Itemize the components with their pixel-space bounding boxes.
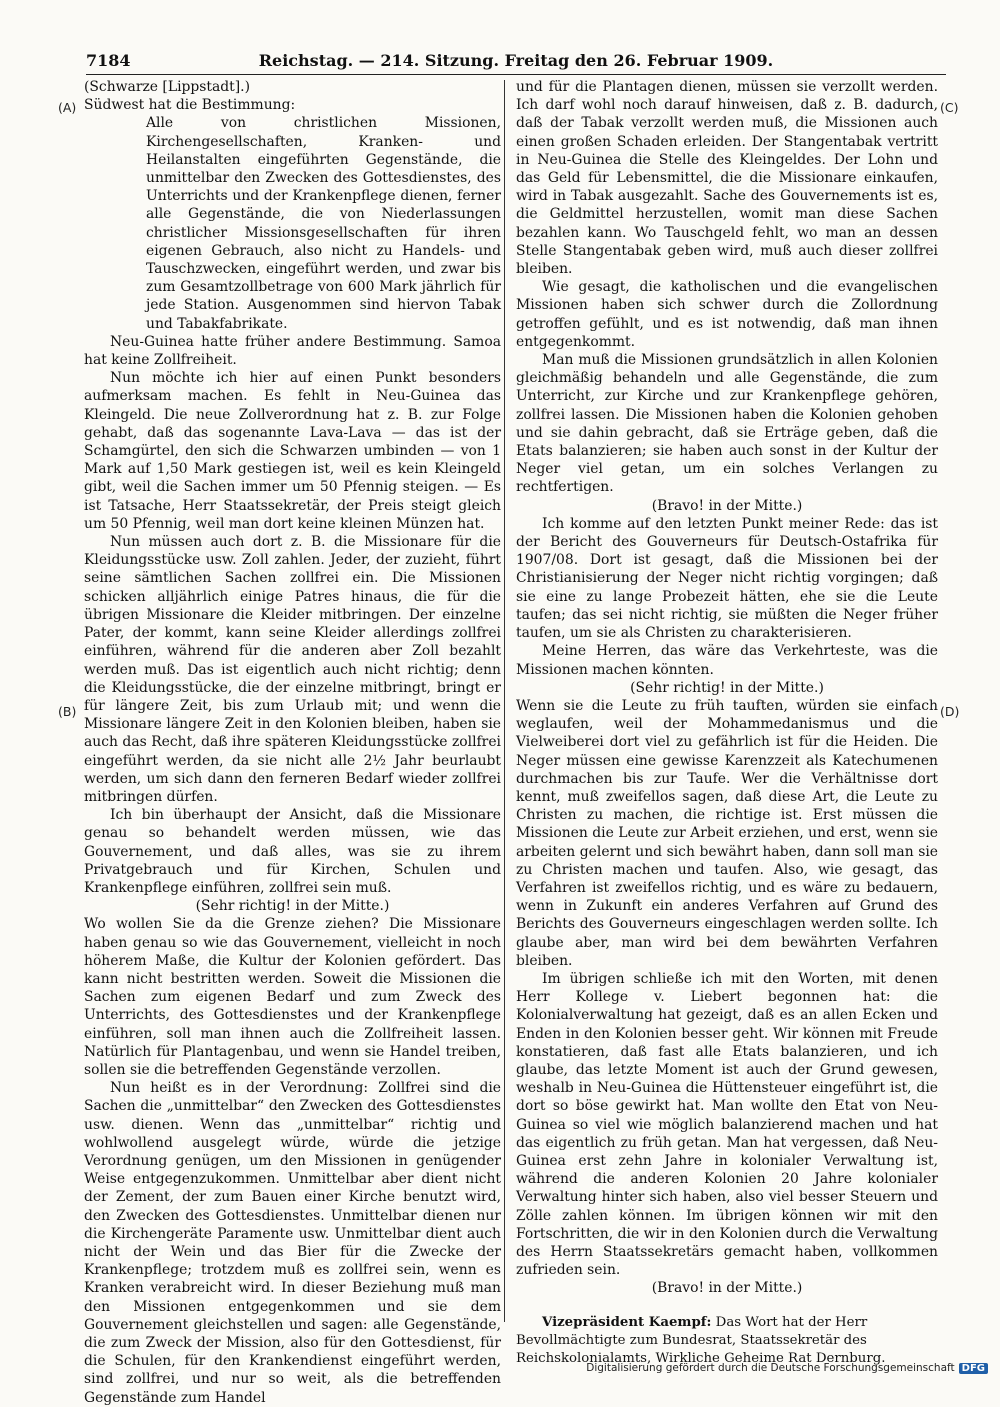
paragraph: Wenn sie die Leute zu früh tauften, würden sie einfach weglaufen, weil der Mohammedanismus und die Vielweiberei dort viel zu gefährlich ist für die Heiden. Die Neger müssen eine gewisse Karenzzeit als Katechumenen durchmachen bis zur Taufe. Wer die Verhältnisse dort kennt, muß zweifellos sagen, daß diese Art, die Leute zu Christen zu machen, die richtige ist. Erst müssen die Missionen die Leute zur Arbeit erziehen, und erst, wenn sie arbeiten gelernt und sich bewährt haben, dann soll man sie zu Christen machen und taufen. Also, wie gesagt, das Verfahren ist zweifellos richtig, und es wäre zu bedauern, wenn in Zukunft ein anderes Verfahren auf Grund des Berichts des Gouverneurs eingeschlagen werden sollte. Ich glaube aber, man wird bei dem bewährten Verfahren bleiben. bbox=[516, 697, 938, 969]
margin-mark-c: (C) bbox=[940, 100, 959, 115]
interjection: (Bravo! in der Mitte.) bbox=[651, 1280, 803, 1297]
paragraph: Ich komme auf den letzten Punkt meiner Rede: das ist der Bericht des Gouverneurs für Deutsch-Ostafrika für 1907/08. Dort ist gesagt, daß die Missionen bei der Christianisierung der Neger nicht richtig vorgingen; daß sie eine zu lange Probezeit hätten, ehe sie die Leute taufen; das sei nicht richtig, sie müßten die Neger früher taufen, um sie als Christen zu charakterisieren. bbox=[516, 515, 938, 642]
paragraph: Nun müssen auch dort z. B. die Missionare für die Kleidungsstücke usw. Zoll zahlen. Jeder, der zuzieht, führt seine sämtlichen Sachen zollfrei ein. Die Missionen schicken alljährlich einige Patres hinaus, die für die übrigen Missionare die Kleider mitbringen. Der einzelne Pater, der kommt, kann seine Kleider allerdings zollfrei einführen, während für die anderen aber Zoll bezahlt werden muß. Das ist eigentlich auch nicht richtig; denn die Kleidungsstücke, die der einzelne mitbringt, bringt er für längere Zeit, bis zum Urlaub mit; und wenn die Missionare längere Zeit in den Kolonien bleiben, haben sie auch das Recht, daß ihre späteren Kleidungsstücke zollfrei eingeführt werden, da sie nicht alle 2½ Jahr beurlaubt werden, um sich dann den ferneren Bedarf wieder zollfrei mitbringen dürfen. bbox=[84, 534, 501, 805]
paragraph: Im übrigen schließe ich mit den Worten, mit denen Herr Kollege v. Liebert begonnen hat: die Kolonialverwaltung hat gezeigt, daß es an allen Ecken und Enden in den Kolonien besser geht. Wir können mit Freude konstatieren, daß fast alle Etats balanzieren, und ich glaube, das letzte Moment ist auch der Grund gewesen, weshalb in Neu-Guinea die Hüttensteuer eingeführt ist, die dort so böse gewirkt hat. Man wollte den Etat von Neu-Guinea so viel wie möglich balanzierend machen und hat das eigentlich zu früh getan. Man hat vergessen, daß Neu-Guinea erst zehn Jahre in kolonialer Verwaltung ist, während die anderen Kolonien 20 Jahre kolonialer Verwaltung hinter sich haben, also viel besser Steuern und Zölle zahlen können. Im übrigen können wir mit den Fortschritten, die wir in den Kolonien durch die Verwaltung des Herrn Staatssekretärs gemacht haben, vollkommen zufrieden sein. bbox=[516, 970, 938, 1279]
paragraph: Ich bin überhaupt der Ansicht, daß die Missionare genau so behandelt werden müssen, wie das Gouvernement, und daß alles, was sie zu ihrem Privatgebrauch und für Kirchen, Schulen und Krankenpflege einführen, zollfrei sein muß. bbox=[84, 807, 501, 896]
dfg-logo-icon: DFG bbox=[959, 1363, 988, 1374]
speaker-tag: (Schwarze [Lippstadt].) bbox=[84, 79, 251, 95]
footer-credit bbox=[586, 1362, 988, 1378]
speaker-name: Vizepräsident Kaempf: bbox=[542, 1314, 712, 1330]
margin-mark-a: (A) bbox=[58, 100, 77, 115]
left-column bbox=[84, 78, 501, 1407]
interjection: (Bravo! in der Mitte.) bbox=[651, 497, 803, 514]
margin-mark-b: (B) bbox=[58, 704, 77, 719]
paragraph: Wie gesagt, die katholischen und die evangelischen Missionen haben sich schwer durch die Zollordnung getroffen gefühlt, und es ist notwendig, daß man ihnen entgegenkommt. bbox=[516, 279, 938, 350]
paragraph: Nun heißt es in der Verordnung: Zollfrei sind die Sachen die „unmittelbar“ den Zwecken des Gottesdienstes usw. dienen. Wenn das „unmittelbar“ richtig und wohlwollend ausgelegt würde, würde die jetzige Verordnung genügen, um den Missionen in genügender Weise entgegenzukommen. Unmittelbar aber dient nicht der Zement, der zum Bauen einer Kirche benutzt wird, den Zwecken des Gottesdienstes. Unmittelbar dienen nur die Kirchengeräte Paramente usw. Unmittelbar dient auch nicht der Wein und das Bier für die Zwecke der Krankenpflege; trotzdem muß es zollfrei sein, wenn es Kranken verabreicht wird. In dieser Beziehung muß man den Missionen entgegenkommen und sie dem Gouvernement gleichstellen und sagen: alle Gegenstände, die zum Zweck der Mission, also für den Gottesdienst, für die Schulen, für den Krankendienst eingeführt werden, sind zollfrei, und nur so weit, als die betreffenden Gegenstände zum Handel bbox=[84, 1080, 501, 1406]
speaker-paragraph bbox=[516, 1314, 938, 1369]
footer-text: Digitalisierung gefördert durch die Deutsche Forschungsgemeinschaft bbox=[586, 1362, 955, 1374]
page-header bbox=[86, 50, 946, 75]
running-title: Reichstag. — 214. Sitzung. Freitag den 26. Februar 1909. bbox=[258, 51, 774, 70]
margin-mark-d: (D) bbox=[940, 704, 960, 719]
paragraph: Meine Herren, das wäre das Verkehrteste, was die Missionen machen könnten. bbox=[516, 643, 938, 678]
paragraph: Südwest hat die Bestimmung: bbox=[84, 97, 296, 114]
paragraph: Wo wollen Sie da die Grenze ziehen? Die Missionare haben genau so wie das Gouvernement, vielleicht in noch höherem Maße, die Kultur der Kolonien gefördert. Das kann nicht bestritten werden. Soweit die Missionen die Sachen zum eigenen Bedarf und zum Zweck des Unterrichts, des Gottesdienstes und der Krankenpflege einführen, soll man ihnen auch die Zollfreiheit lassen. Natürlich für Plantagenbau, und wenn sie Handel treiben, sollen sie die betreffenden Gegenstände verzollen. bbox=[84, 916, 501, 1078]
quoted-regulation: Alle von christlichen Missionen, Kirchengesellschaften, Kranken- und Heilanstalten eingeführten Gegenstände, die unmittelbar den Zwecken des Gottesdienstes, des Unterrichts und der Krankenpflege dienen, ferner alle Gegenstände, die von Niederlassungen christlicher Missionsgesellschaften für ihren eigenen Gebrauch, also nicht zu Handels- und Tauschzwecken, eingeführt werden, und zwar bis zum Gesamtzollbetrage von 600 Mark jährlich für jede Station. Ausgenommen sind hiervon Tabak und Tabakfabrikate. bbox=[146, 115, 501, 332]
speaker-text: Das Wort hat der Herr Bevollmächtigte zum Bundesrat, Staatssekretär des Reichskolonialamts, Wirkliche Geheime Rat Dernburg. bbox=[516, 1314, 886, 1367]
column-divider bbox=[504, 80, 505, 1322]
paragraph: Man muß die Missionen grundsätzlich in allen Kolonien gleichmäßig behandeln und alle Gegenstände, die zum Unterricht, zur Kirche und zur Krankenpflege gehören, zollfrei lassen. Die Missionen haben die Kolonien gehoben und sie dahin gebracht, daß sie Erträge geben, daß die Etats balanzieren; sie haben auch sonst in der Kultur der Neger viel getan, um ein solches Verlangen zu rechtfertigen. bbox=[516, 352, 938, 496]
page-number: 7184 bbox=[86, 51, 131, 70]
paragraph: und für die Plantagen dienen, müssen sie verzollt werden. Ich darf wohl noch darauf hinweisen, daß z. B. dadurch, daß der Tabak verzollt werden muß, die Missionen auch einen großen Schaden erleiden. Der Stangentabak vertritt in Neu-Guinea die Stelle des Kleingeldes. Der Lohn und das Geld für Lebensmittel, die die Missionare einkaufen, wird in Tabak ausgezahlt. Sache des Gouvernements ist es, die Geldmittel herzustellen, womit man diese Sachen bezahlen kann. Wo Tauschgeld fehlt, wo man an dessen Stelle Stangentabak geben wird, muß auch dieser zollfrei bleiben. bbox=[516, 79, 938, 278]
interjection: (Sehr richtig! in der Mitte.) bbox=[630, 679, 824, 696]
right-column bbox=[516, 78, 938, 1368]
paragraph: Nun möchte ich hier auf einen Punkt besonders aufmerksam machen. Es fehlt in Neu-Guinea das Kleingeld. Die neue Zollverordnung hat z. B. zur Folge gehabt, daß das sogenannte Lava-Lava — das ist der Schamgürtel, den sich die Schwarzen umbinden — von 1 Mark auf 1,50 Mark gestiegen ist, weil es kein Kleingeld gibt, weil die Sachen immer um 50 Pfennig steigen. — Es ist Tatsache, Herr Staatssekretär, der Preis steigt gleich um 50 Pfennig, weil man dort keine kleinen Münzen hat. bbox=[84, 370, 501, 532]
interjection: (Sehr richtig! in der Mitte.) bbox=[195, 898, 390, 915]
paragraph: Neu-Guinea hatte früher andere Bestimmung. Samoa hat keine Zollfreiheit. bbox=[84, 333, 501, 369]
